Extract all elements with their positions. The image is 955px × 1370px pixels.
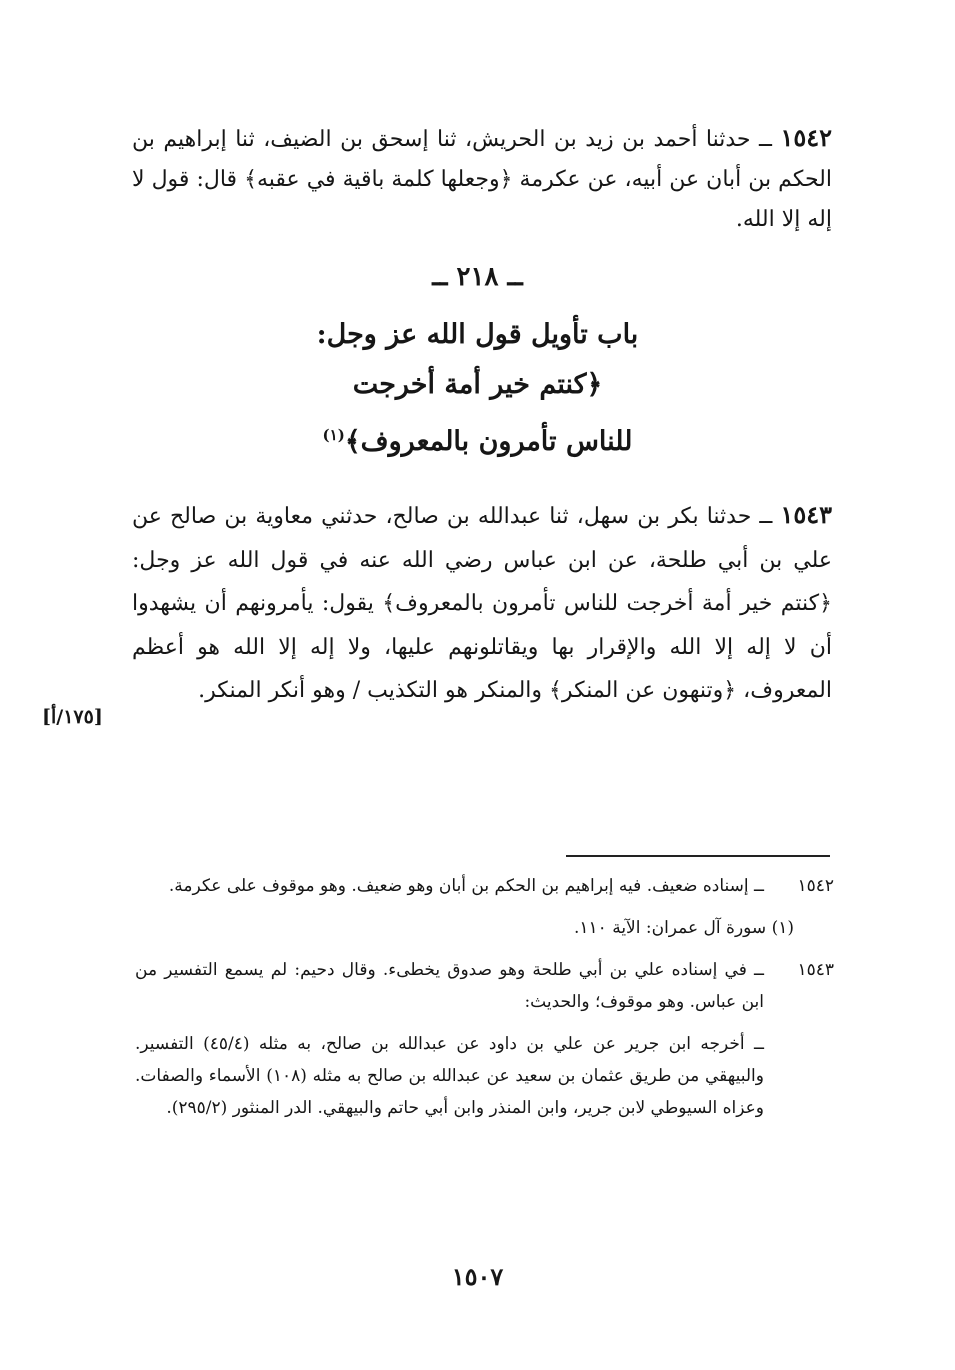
hadith-text: ــ حدثنا بكر بن سهل، ثنا عبدالله بن صالح، حدثني معاوية بن صالح عن علي بن أبي طلحة، عن ابن عباس رضي الله عنه في قول الله عز وجل: ﴿كنتم خير أمة أخرجت للناس تأمرون بالمعروف﴾ يقول: يأمرونهم أن يشهدوا أن لا إله إلا الله والإقرار بها ويقاتلونهم عليها، ولا إله إلا الله هو أعظم المعروف، ﴿وتنهون عن المنكر﴾ والمنكر هو التكذيب / وهو أنكر المنكر. xyxy=(132,504,832,703)
chapter-title-line-3: للناس تأمرون بالمعروف﴾ xyxy=(344,426,633,457)
chapter-title-line-1: باب تأويل قول الله عز وجل: xyxy=(316,319,639,350)
hadith-text: ــ حدثنا أحمد بن زيد بن الحريش، ثنا إسحق بن الضيف، ثنا إبراهيم بن الحكم بن أبان عن أبيه، عن عكرمة ﴿وجعلها كلمة باقية في عقبه﴾ قال: قول لا إله إلا الله. xyxy=(132,127,832,232)
footnote-reference: (١) xyxy=(322,426,345,444)
footnote-divider xyxy=(566,855,830,857)
chapter-title-line-2: ﴿كنتم خير أمة أخرجت xyxy=(352,369,603,400)
footnote-text: ــ إسناده ضعيف. فيه إبراهيم بن الحكم بن أبان وهو ضعيف. وهو موقوف على عكرمة. xyxy=(168,876,764,896)
hadith-number: ١٥٤٣ xyxy=(780,500,832,529)
page-number: ١٥٠٧ xyxy=(451,1262,504,1291)
footnote-item xyxy=(135,954,834,1018)
footnote-text: (١) سورة آل عمران: الآية ١١٠. xyxy=(573,918,794,938)
footnote-item xyxy=(135,1028,834,1124)
footnotes-section xyxy=(135,870,834,1134)
manuscript-folio-marker: [١٧٥/أ] xyxy=(42,706,103,728)
hadith-1542-paragraph xyxy=(132,118,832,240)
hadith-1543-paragraph xyxy=(132,493,832,713)
chapter-title-line-3-wrapper xyxy=(0,410,955,467)
footnote-number: ١٥٤٢ xyxy=(797,876,834,896)
hadith-number: ١٥٤٢ xyxy=(780,123,832,152)
footnote-item xyxy=(135,912,834,944)
footnote-number: ١٥٤٣ xyxy=(797,960,834,980)
chapter-title xyxy=(0,310,955,467)
footnote-item xyxy=(135,870,834,902)
footnote-text: ــ في إسناده علي بن أبي طلحة وهو صدوق يخطىء. وقال دحيم: لم يسمع التفسير من ابن عباس. وهو موقوف؛ والحديث: xyxy=(135,960,764,1012)
footnote-text: ــ أخرجه ابن جرير عن علي بن داود عن عبدالله بن صالح، به مثله (٤٥/٤) التفسير. والبيهقي من طريق عثمان بن سعيد عن عبدالله بن صالح به مثله (١٠٨) الأسماء والصفات. وعزاه السيوطي لابن جرير، وابن المنذر وابن أبي حاتم والبيهقي. الدر المنثور (٢٩٥/٢). xyxy=(135,1034,764,1118)
chapter-number: ــ ٢١٨ ــ xyxy=(432,262,523,292)
